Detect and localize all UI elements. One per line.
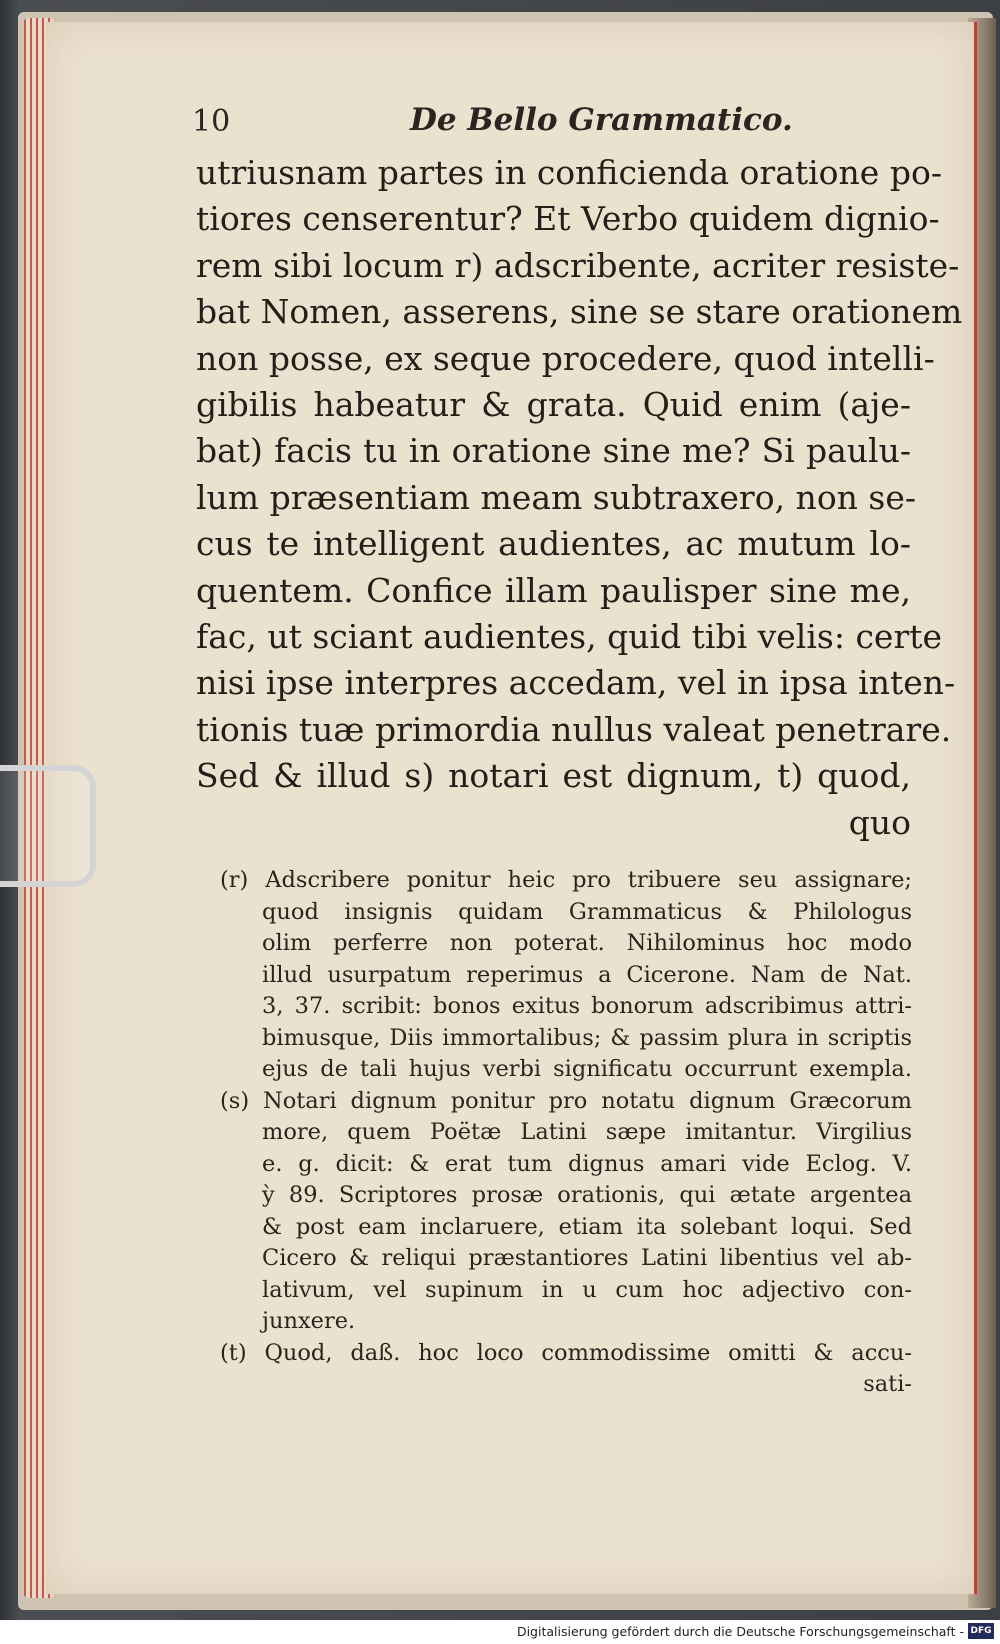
funding-credit: Digitalisierung gefördert durch die Deutsche Forschungsgemeinschaft - [516,1624,964,1639]
footnote-line: lativum, vel supinum in u cum hoc adjectivo con- [262,1276,912,1303]
footnote-line: & post eam inclaruere, etiam ita solebant loqui. Sed [262,1213,912,1240]
footnote-line: (t) Quod, daß. hoc loco commodissime omitti & accu- [220,1339,912,1366]
body-line: fac, ut sciant audientes, quid tibi velis: certe [196,617,943,657]
footnote-line: bimusque, Diis immortalibus; & passim plura in scriptis [262,1024,912,1051]
footer-bar [0,1620,1000,1644]
footnote-line: quod insignis quidam Grammaticus & Philologus [262,898,912,925]
body-line: nisi ipse interpres accedam, vel in ipsa inten- [196,663,956,703]
footnote-line: (r) Adscribere ponitur heic pro tribuere seu assignare; [220,867,912,893]
running-title: De Bello Grammatico. [410,102,793,138]
page-clip [0,765,96,887]
body-line: tionis tuæ primordia nullus valeat penetrare. [196,709,952,749]
body-line: Sed & illud s) notari est dignum, t) quod, [196,756,911,796]
footnote-line: e. g. dicit: & erat tum dignus amari vide Eclog. V. [262,1150,912,1177]
body-line: cus te intelligent audientes, ac mutum lo- [196,524,911,564]
footnote-line: Cicero & reliqui præstantiores Latini libentius vel ab- [262,1245,912,1271]
body-line: quentem. Confice illam paulisper sine me, [196,570,911,610]
footnote-line: illud usurpatum reperimus a Cicerone. Nam de Nat. [262,961,912,988]
footnotes [220,865,912,1401]
footnote-line: 3, 37. scribit: bonos exitus bonorum adscribimus attri- [262,993,912,1019]
footnote-line: junxere. [262,1308,356,1334]
body-line: tiores censerentur? Et Verbo quidem dignio- [196,199,940,239]
catchword: quo [848,802,911,842]
body-line: rem sibi locum r) adscribente, acriter resiste- [196,245,960,285]
footnote-line: olim perferre non poterat. Nihilominus hoc modo [262,930,912,956]
footnote-line: more, quem Poëtæ Latini sæpe imitantur. Virgilius [262,1119,912,1145]
body-line: gibilis habeatur & grata. Quid enim (aje- [196,385,911,425]
body-line: non posse, ex seque procedere, quod intelli- [196,338,935,378]
body-line: bat) facis tu in oratione sine me? Si paulu- [196,431,911,471]
footnote-line: (s) Notari dignum ponitur pro notatu dignum Græcorum [220,1087,912,1114]
footnote-line: sati- [863,1371,912,1397]
page-header [192,100,892,144]
dfg-logo: DFG [968,1623,994,1639]
main-text [196,150,963,846]
body-line: lum præsentiam meam subtraxero, non se- [196,477,917,517]
body-line: bat Nomen, asserens, sine se stare orationem [196,292,963,332]
footnote-line: ejus de tali hujus verbi significatu occurrunt exempla. [262,1056,912,1082]
footnote-line: ỳ 89. Scriptores prosæ orationis, qui ætate argentea [262,1182,912,1208]
page-number: 10 [192,104,231,139]
body-line: utriusnam partes in conficienda oratione po- [196,153,942,192]
